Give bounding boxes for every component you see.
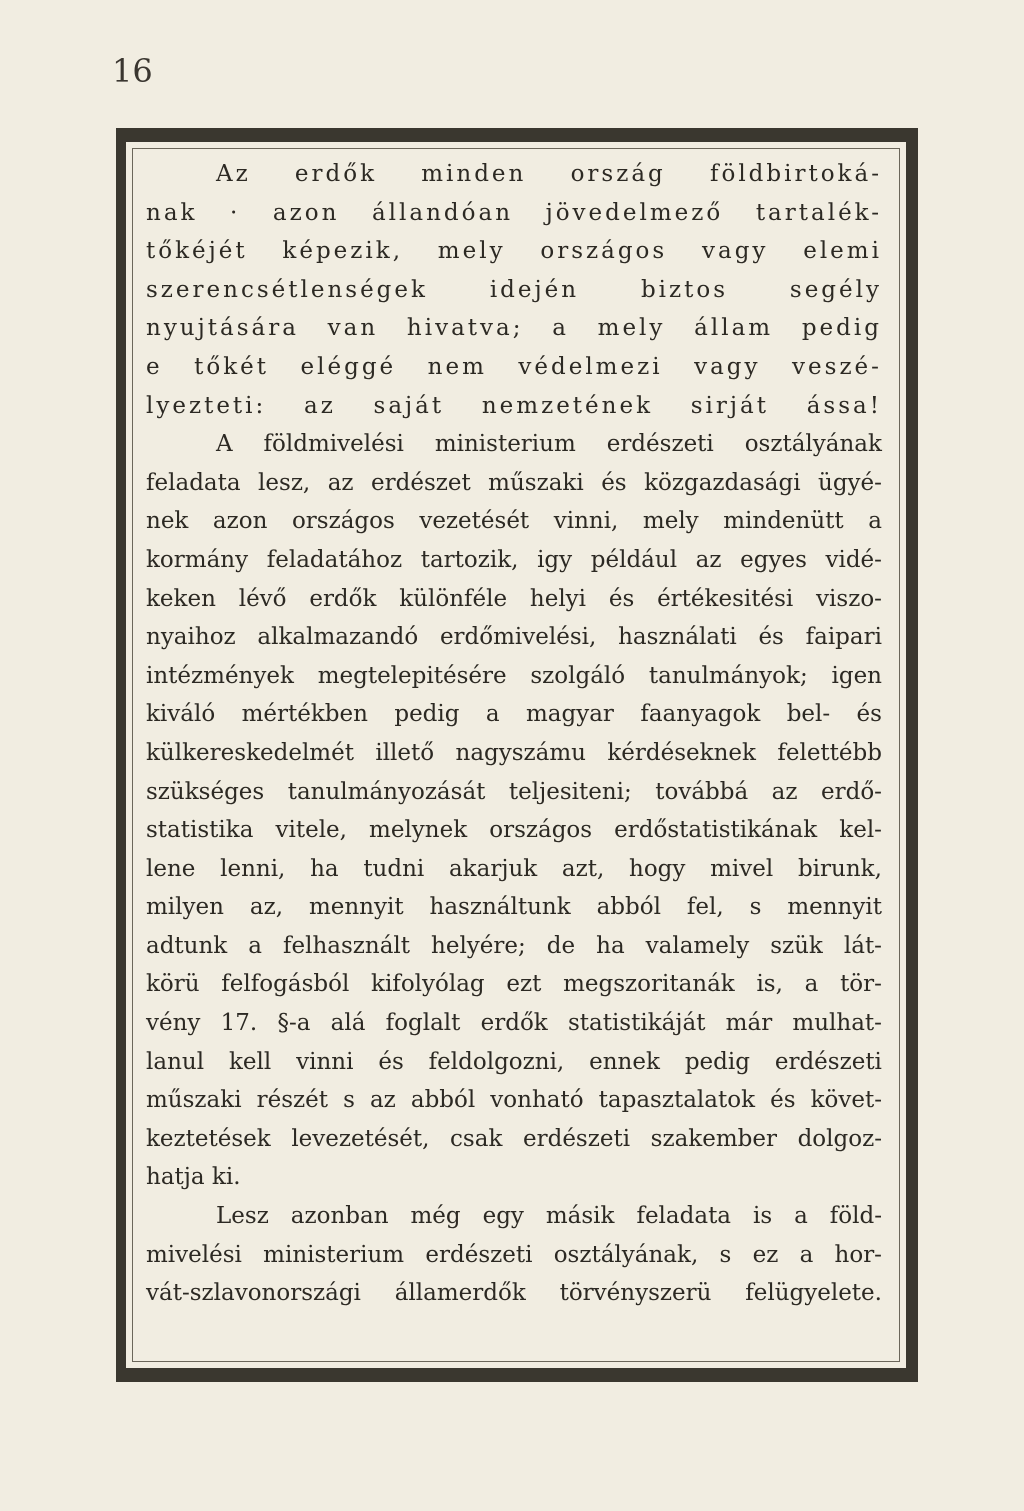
text-line: keken lévő erdők különféle helyi és értékesitési viszo- [146, 585, 882, 612]
text-line: feladata lesz, az erdészet műszaki és közgazdasági ügyé- [146, 469, 882, 496]
text-line: nek azon országos vezetését vinni, mely mindenütt a [146, 508, 882, 535]
text-line: nak · azon állandóan jövedelmező tartalék- [146, 199, 882, 226]
text-line: lene lenni, ha tudni akarjuk azt, hogy mivel birunk, [146, 855, 882, 882]
text-line: tőkéjét képezik, mely országos vagy elemi [146, 238, 882, 265]
text-line: keztetések levezetését, csak erdészeti szakember dolgoz- [146, 1125, 882, 1152]
text-line: lyezteti: az saját nemzetének sirját ássa! [146, 392, 882, 419]
text-line: Az erdők minden ország földbirtoká- [216, 161, 882, 187]
body-text [146, 155, 882, 1313]
text-line: statistika vitele, melynek országos erdőstatistikának kel- [146, 817, 882, 844]
text-line: szerencsétlenségek idején biztos segély [146, 276, 882, 303]
text-line: nyaihoz alkalmazandó erdőmivelési, használati és faipari [146, 624, 882, 651]
text-line: e tőkét eléggé nem védelmezi vagy veszé- [146, 353, 882, 380]
text-line: szükséges tanulmányozását teljesiteni; továbbá az erdő- [146, 778, 882, 805]
text-line: hatja ki. [146, 1164, 241, 1191]
page-number: 16 [112, 52, 153, 90]
text-line: vát-szlavonországi államerdők törvényszerü felügyelete. [146, 1280, 882, 1307]
text-line: műszaki részét s az abból vonható tapasztalatok és követ- [146, 1087, 882, 1114]
text-line: vény 17. §-a alá foglalt erdők statistikáját már mulhat- [146, 1010, 882, 1037]
text-line: körü felfogásból kifolyólag ezt megszoritanák is, a tör- [146, 971, 882, 998]
text-line: Lesz azonban még egy másik feladata is a föld- [216, 1203, 882, 1230]
text-line: intézmények megtelepitésére szolgáló tanulmányok; igen [146, 662, 882, 689]
text-line: kiváló mértékben pedig a magyar faanyagok bel- és [146, 701, 882, 728]
text-line: lanul kell vinni és feldolgozni, ennek pedig erdészeti [146, 1048, 882, 1075]
text-line: adtunk a felhasznált helyére; de ha valamely szük lát- [146, 932, 882, 959]
text-line: A földmivelési ministerium erdészeti osztályának [216, 431, 882, 458]
text-line: mivelési ministerium erdészeti osztályának, s ez a hor- [146, 1241, 882, 1268]
text-line: nyujtására van hivatva; a mely állam pedig [146, 315, 882, 342]
text-line: kormány feladatához tartozik, igy például az egyes vidé- [146, 546, 882, 573]
text-line: külkereskedelmét illető nagyszámu kérdéseknek felettébb [146, 739, 882, 766]
text-line: milyen az, mennyit használtunk abból fel, s mennyit [146, 894, 882, 921]
